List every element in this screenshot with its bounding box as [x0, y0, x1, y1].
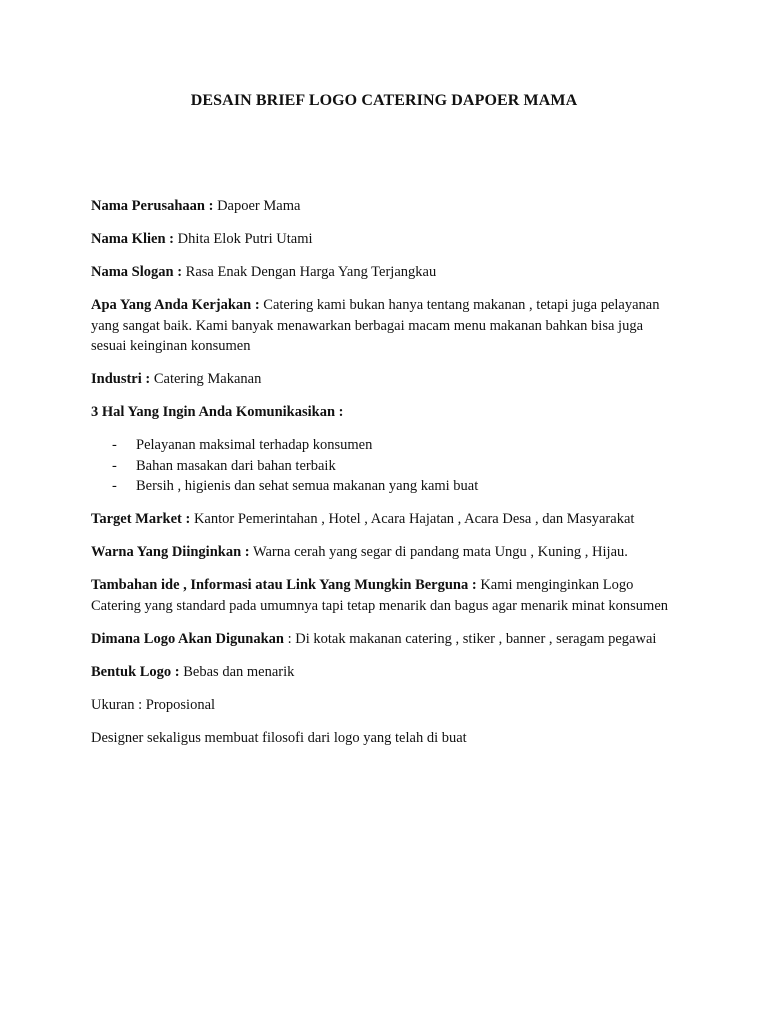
field-komunikasi [91, 402, 681, 423]
designer-note: Designer sekaligus membuat filosofi dari logo yang telah di buat [91, 729, 467, 746]
komunikasi-list [91, 435, 681, 497]
field-label: Apa Yang Anda Kerjakan : [91, 297, 260, 313]
field-value: : Di kotak makanan catering , stiker , banner , seragam pegawai [284, 630, 657, 647]
page-title: DESAIN BRIEF LOGO CATERING DAPOER MAMA [190, 92, 578, 109]
field-target-market [91, 509, 681, 530]
field-value: Bebas dan menarik [179, 663, 295, 680]
field-value: Rasa Enak Dengan Harga Yang Terjangkau [182, 264, 437, 280]
field-ukuran: Ukuran : Proposional [91, 696, 216, 713]
field-label: Nama Perusahaan : [91, 198, 214, 214]
field-nama-klien [91, 229, 681, 250]
field-label: 3 Hal Yang Ingin Anda Komunikasikan : [91, 404, 344, 420]
field-value: Dapoer Mama [213, 198, 301, 214]
bullet-marker: - [112, 437, 117, 453]
field-warna [91, 542, 681, 563]
field-value: Kami menginginkan Logo Catering yang standard pada umumnya tapi tetap menarik dan bagus agar menarik minat konsumen [91, 577, 669, 614]
field-label: Dimana Logo Akan Digunakan [91, 630, 284, 647]
field-value: Kantor Pemerintahan , Hotel , Acara Hajatan , Acara Desa , dan Masyarakat [190, 511, 635, 527]
list-item [91, 435, 681, 456]
field-bentuk-logo [91, 662, 681, 683]
field-industri [91, 369, 681, 390]
bullet-marker: - [112, 457, 117, 474]
field-label: Target Market : [91, 511, 191, 527]
field-apa-yang-dikerjakan [91, 295, 681, 357]
field-tambahan-ide [91, 575, 681, 616]
list-item-text: Bahan masakan dari bahan terbaik [136, 457, 336, 474]
field-nama-slogan [91, 262, 681, 283]
bullet-marker: - [112, 478, 117, 494]
list-item [91, 476, 681, 497]
field-label: Warna Yang Diinginkan : [91, 544, 250, 560]
brief-content [91, 196, 681, 761]
field-label: Bentuk Logo : [91, 663, 180, 680]
field-value: Warna cerah yang segar di pandang mata Ungu , Kuning , Hijau. [249, 544, 628, 560]
field-label: Nama Slogan : [91, 264, 183, 280]
list-item-text: Bersih , higienis dan sehat semua makanan yang kami buat [136, 478, 479, 494]
field-label: Tambahan ide , Informasi atau Link Yang Mungkin Berguna : [91, 577, 477, 593]
list-item-text: Pelayanan maksimal terhadap konsumen [136, 437, 373, 453]
field-nama-perusahaan [91, 196, 681, 217]
field-dimana-logo [91, 629, 681, 650]
field-value: Catering Makanan [150, 371, 262, 387]
field-label: Nama Klien : [91, 231, 174, 247]
field-value: Catering kami bukan hanya tentang makanan , tetapi juga pelayanan yang sangat baik. Kami banyak menawarkan berbagai macam menu makanan bahkan bisa juga sesuai keinginan konsumen [91, 297, 660, 354]
list-item [91, 456, 681, 477]
field-value: Dhita Elok Putri Utami [173, 231, 313, 247]
field-label: Industri : [91, 371, 151, 387]
